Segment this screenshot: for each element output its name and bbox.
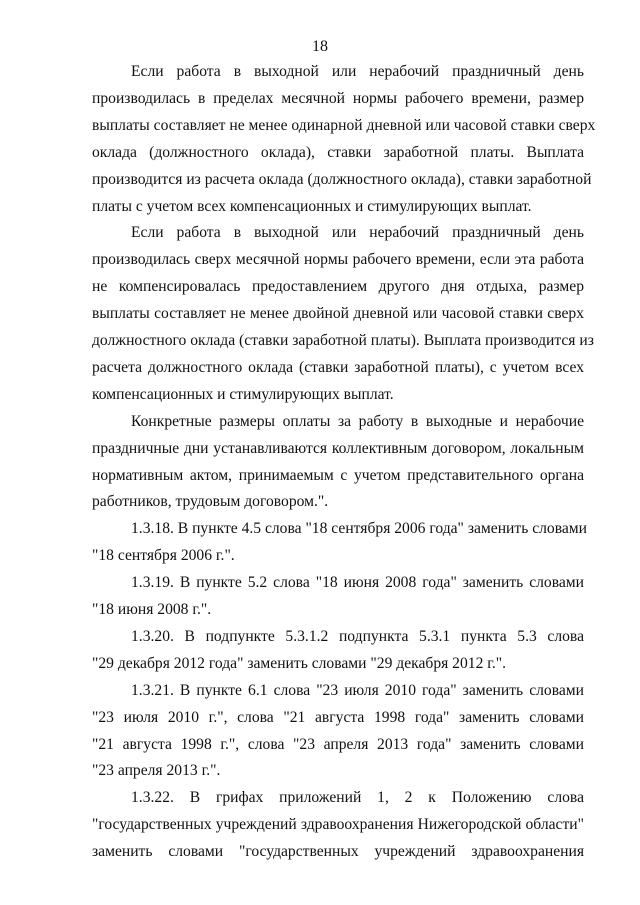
text-line: 1.3.19. В пункте 5.2 слова "18 июня 2008 года" заменить словами [131, 574, 584, 592]
text-line: заменить словами "государственных учреждений здравоохранения [92, 843, 584, 861]
text-line: производилась в пределах месячной нормы рабочего времени, размер [92, 89, 584, 107]
text-line: "23 апреля 2013 г.". [92, 762, 221, 780]
text-line: "государственных учреждений здравоохранения Нижегородской области" [92, 816, 584, 834]
text-line: платы с учетом всех компенсационных и стимулирующих выплат. [92, 197, 532, 215]
text-line: Если работа в выходной или нерабочий праздничный день [131, 63, 584, 80]
text-line: производится из расчета оклада (должностного оклада), ставки заработной [92, 170, 592, 188]
text-line: "23 июля 2010 г.", слова "21 августа 1998 года" заменить словами [92, 708, 584, 726]
text-line: должностного оклада (ставки заработной платы). Выплата производится из [92, 332, 594, 349]
page-number: 18 [312, 38, 328, 55]
text-line: выплаты составляет не менее одинарной дневной или часовой ставки сверх [92, 116, 596, 134]
text-line: "21 августа 1998 г.", слова "23 апреля 2013 года" заменить словами [92, 735, 584, 753]
text-line: "18 сентября 2006 г.". [92, 547, 235, 565]
text-line: производилась сверх месячной нормы рабочего времени, если эта работа [92, 251, 584, 269]
text-line: не компенсировалась предоставлением другого дня отдыха, размер [92, 278, 584, 296]
text-line: расчета должностного оклада (ставки заработной платы), с учетом всех [92, 358, 584, 376]
text-line: выплаты составляет не менее двойной дневной или часовой ставки сверх [92, 305, 584, 323]
text-line: компенсационных и стимулирующих выплат. [92, 385, 394, 403]
text-line: 1.3.21. В пункте 6.1 слова "23 июля 2010 года" заменить словами [131, 681, 584, 699]
text-line: "29 декабря 2012 года" заменить словами "29 декабря 2012 г.". [92, 654, 507, 672]
text-line: 1.3.20. В подпункте 5.3.1.2 подпункта 5.3.1 пункта 5.3 слова [131, 627, 584, 645]
text-line: оклада (должностного оклада), ставки заработной платы. Выплата [92, 143, 584, 161]
text-line: работников, трудовым договором.". [92, 493, 329, 511]
text-line: праздничные дни устанавливаются коллективным договором, локальным [92, 439, 584, 457]
text-line: Конкретные размеры оплаты за работу в выходные и нерабочие [131, 412, 584, 430]
text-line: 1.3.22. В грифах приложений 1, 2 к Положению слова [131, 789, 584, 807]
text-line: 1.3.18. В пункте 4.5 слова "18 сентября 2006 года" заменить словами [131, 520, 587, 538]
text-line: Если работа в выходной или нерабочий праздничный день [131, 224, 584, 242]
text-line: "18 июня 2008 г.". [92, 601, 212, 618]
text-line: нормативным актом, принимаемым с учетом представительного органа [92, 466, 584, 484]
